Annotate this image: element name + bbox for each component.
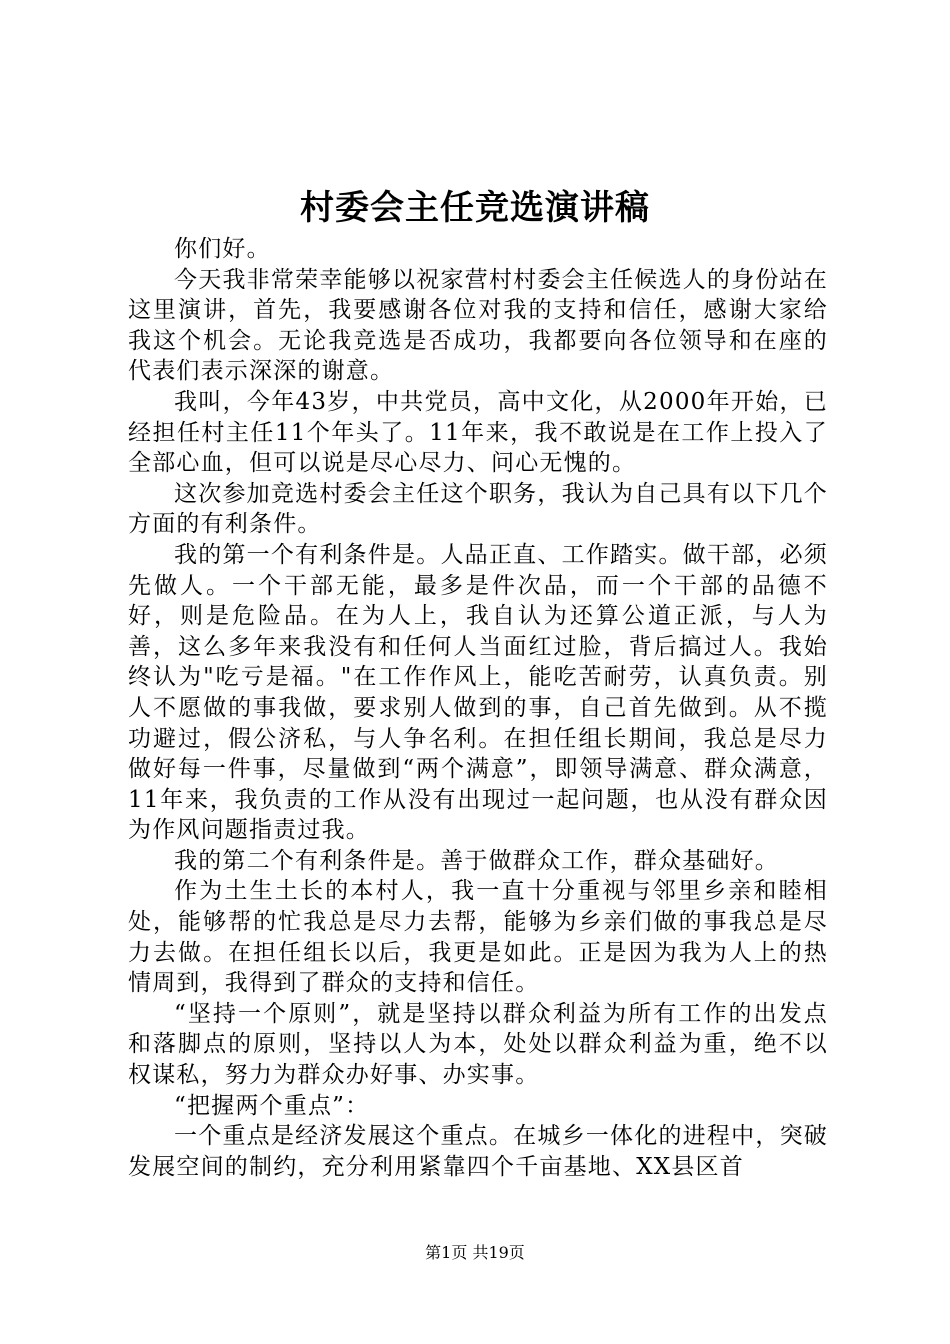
- paragraph: “坚持一个原则”，就是坚持以群众利益为所有工作的出发点和落脚点的原则，坚持以人为本，处处以群众利益为重，绝不以权谋私，努力为群众办好事、办实事。: [128, 1000, 828, 1089]
- document-title: 村委会主任竞选演讲稿: [300, 188, 650, 228]
- page-number-footer: 第1页 共19页: [425, 1243, 525, 1262]
- paragraph: 你们好。: [174, 236, 271, 262]
- paragraph: 今天我非常荣幸能够以祝家营村村委会主任候选人的身份站在这里演讲，首先，我要感谢各位对我的支持和信任，感谢大家给我这个机会。无论我竞选是否成功，我都要向各位领导和在座的代表们表示深深的谢意。: [128, 266, 828, 385]
- document-body: [128, 234, 828, 1182]
- paragraph: “把握两个重点”：: [174, 1092, 370, 1119]
- paragraph: 我的第二个有利条件是。善于做群众工作，群众基础好。: [174, 847, 779, 874]
- paragraph: 作为土生土长的本村人，我一直十分重视与邻里乡亲和睦相处，能够帮的忙我总是尽力去帮，能够为乡亲们做的事我总是尽力去做。在担任组长以后，我更是如此。正是因为我为人上的热情周到，我得到了群众的支持和信任。: [128, 878, 828, 997]
- paragraph: 我的第一个有利条件是。人品正直、工作踏实。做干部，必须先做人。一个干部无能，最多是件次品，而一个干部的品德不好，则是危险品。在为人上，我自认为还算公道正派，与人为善，这么多年来我没有和任何人当面红过脸，背后搞过人。我始终认为"吃亏是福。"在工作作风上，能吃苦耐劳，认真负责。别人不愿做的事我做，要求别人做到的事，自己首先做到。从不揽功避过，假公济私，与人争名利。在担任组长期间，我总是尽力做好每一件事，尽量做到“两个满意”，即领导满意、群众满意，11年来，我负责的工作从没有出现过一起问题，也从没有群众因为作风问题指责过我。: [128, 541, 828, 844]
- paragraph: 我叫，今年43岁，中共党员，高中文化，从2000年开始，已经担任村主任11个年头了。11年来，我不敢说是在工作上投入了全部心血，但可以说是尽心尽力、问心无愧的。: [128, 388, 828, 477]
- paragraph: 一个重点是经济发展这个重点。在城乡一体化的进程中，突破发展空间的制约，充分利用紧靠四个千亩基地、XX县区首: [128, 1123, 828, 1180]
- paragraph: 这次参加竞选村委会主任这个职务，我认为自己具有以下几个方面的有利条件。: [128, 480, 828, 538]
